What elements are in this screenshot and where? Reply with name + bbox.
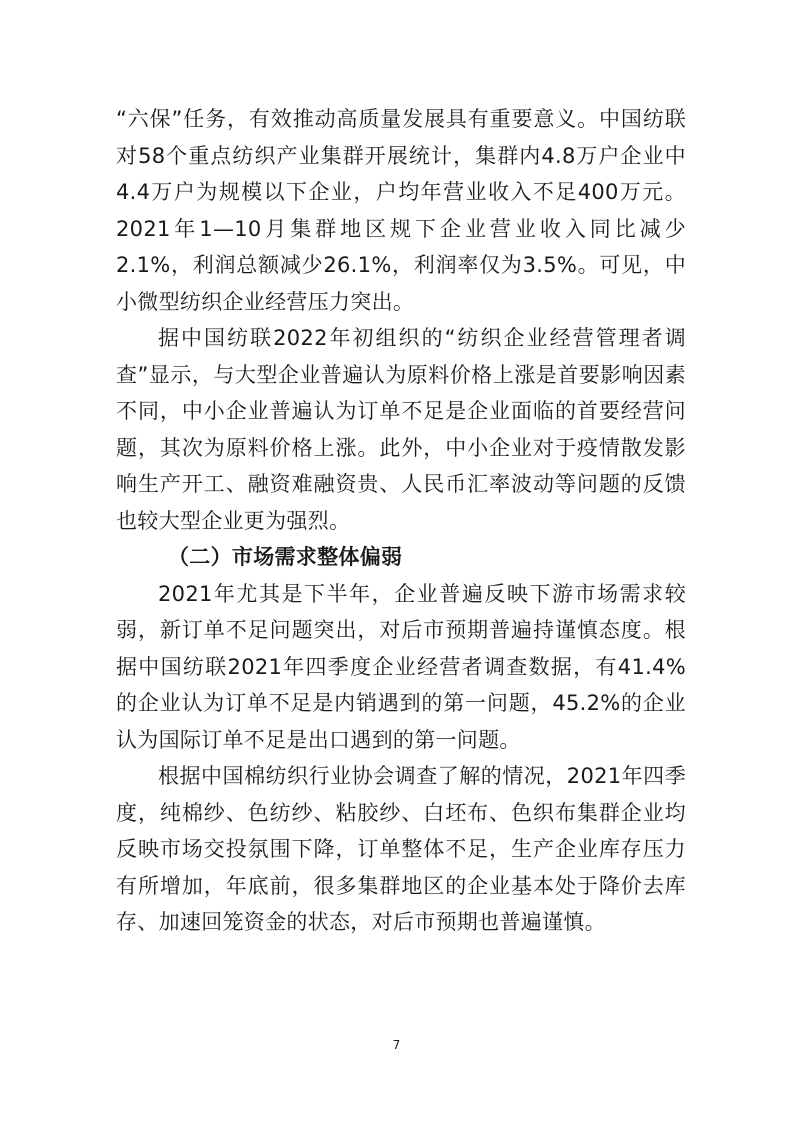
paragraph-market-demand: 2021年尤其是下半年，企业普遍反映下游市场需求较弱，新订单不足问题突出，对后市预期普遍持谨慎态度。根据中国纺联2021年四季度企业经营者调查数据，有41.4%的企业认为订单不足是内销遇到的第一问题，45.2%的企业认为国际订单不足是出口遇到的第一问题。 — [116, 581, 686, 752]
section-heading: （二）市场需求整体偏弱 — [168, 545, 403, 569]
paragraph-survey: 据中国纺联2022年初组织的“纺织企业经营管理者调查”显示，与大型企业普遍认为原料价格上涨是首要影响因素不同，中小企业普遍认为订单不足是企业面临的首要经营问题，其次为原料价格上涨。此外，中小企业对于疫情散发影响生产开工、融资难融资贵、人民币汇率波动等问题的反馈也较大型企业更为强烈。 — [116, 326, 686, 533]
document-page — [116, 101, 686, 941]
paragraph-cotton-association: 根据中国棉纺织行业协会调查了解的情况，2021年四季度，纯棉纱、色纺纱、粘胶纱、白坯布、色织布集群企业均反映市场交投氛围下降，订单整体不足，生产企业库存压力有所增加，年底前，很多集群地区的企业基本处于降价去库存、加速回笼资金的状态，对后市预期也普遍谨慎。 — [116, 764, 686, 934]
paragraph-continuation: “六保”任务，有效推动高质量发展具有重要意义。中国纺联对58个重点纺织产业集群开展统计，集群内4.8万户企业中4.4万户为规模以下企业，户均年营业收入不足400万元。2021年1—10月集群地区规下企业营业收入同比减少2.1%，利润总额减少26.1%，利润率仅为3.5%。可见，中小微型纺织企业经营压力突出。 — [116, 107, 686, 314]
page-number: 7 — [392, 1038, 401, 1052]
